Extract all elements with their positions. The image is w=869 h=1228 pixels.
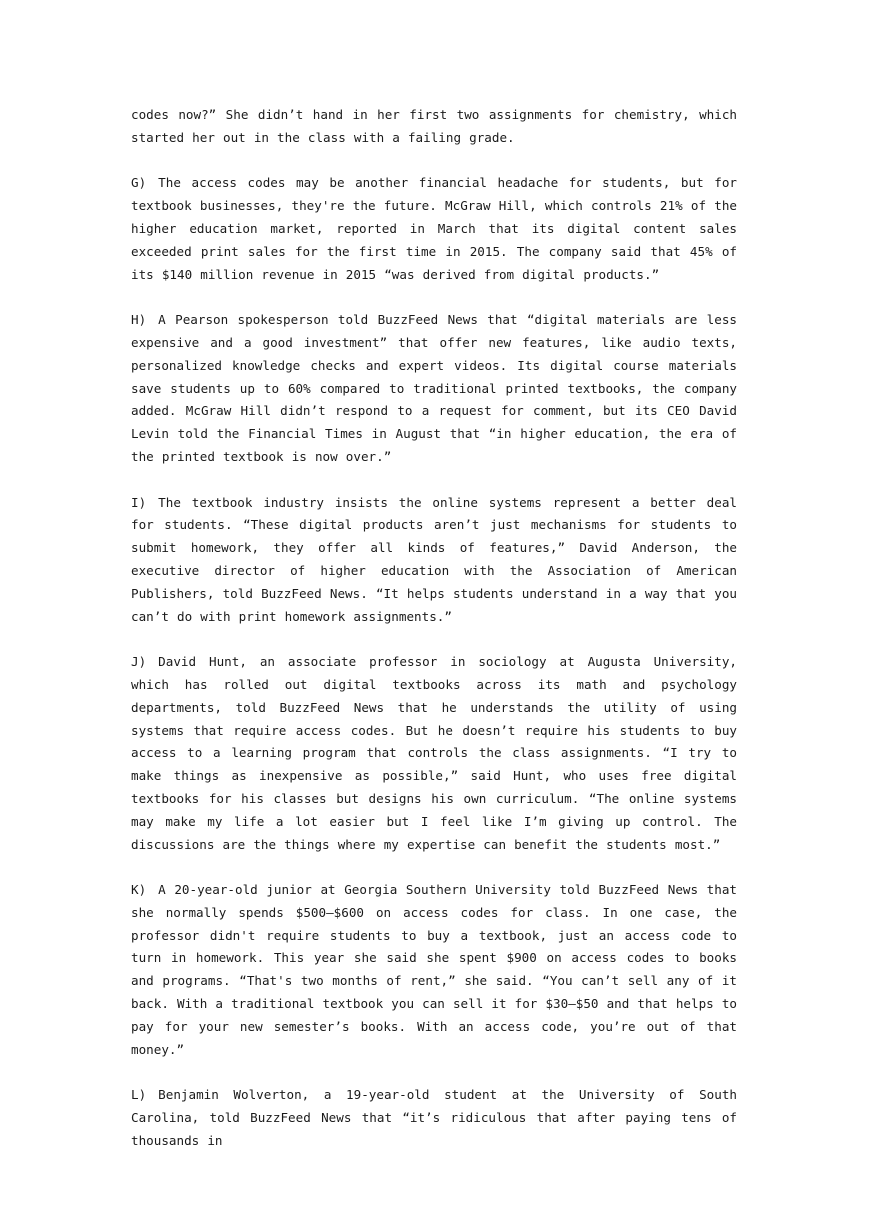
document-page — [131, 104, 737, 1175]
paragraph-label: I) — [131, 494, 147, 510]
paragraph-text: The access codes may be another financial headache for students, but for textbook businesses, they're the future. McGraw Hill, which controls 21% of the higher education market, reported in March that its digital content sales exceeded print sales for the first time in 2015. The company said that 45% of its $140 million revenue in 2015 “was derived from digital products.” — [131, 175, 737, 282]
paragraph-text: David Hunt, an associate professor in sociology at Augusta University, which has rolled out digital textbooks across its math and psychology departments, told BuzzFeed News that he understands the utility of using systems that require access codes. But he doesn’t require his students to buy access to a learning program that controls the class assignments. “I try to make things as inexpensive as possible,” said Hunt, who uses free digital textbooks for his classes but designs his own curriculum. “The online systems may make my life a lot easier but I feel like I’m giving up control. The discussions are the things where my expertise can benefit the students most.” — [131, 654, 737, 852]
paragraph-text: A 20-year-old junior at Georgia Southern University told BuzzFeed News that she normally spends $500–$600 on access codes for class. In one case, the professor didn't require students to buy a textbook, just an access code to turn in homework. This year she said she spent $900 on access codes to books and programs. “That's two months of rent,” she said. “You can’t sell any of it back. With a traditional textbook you can sell it for $30–$50 and that helps to pay for your new semester’s books. With an access code, you’re out of that money.” — [131, 882, 737, 1057]
paragraph-label: L) — [131, 1087, 147, 1103]
paragraph-label: G) — [131, 175, 147, 191]
paragraph-label: J) — [131, 654, 147, 670]
paragraph-k — [131, 879, 737, 1061]
paragraph-g — [131, 172, 737, 286]
paragraph-continuation — [131, 104, 737, 150]
paragraph-l — [131, 1084, 737, 1152]
paragraph-label: K) — [131, 882, 147, 898]
paragraph-text: A Pearson spokesperson told BuzzFeed News that “digital materials are less expensive and a good investment” that offer new features, like audio texts, personalized knowledge checks and expert videos. Its digital course materials save students up to 60% compared to traditional printed textbooks, the company added. McGraw Hill didn’t respond to a request for comment, but its CEO David Levin told the Financial Times in August that “in higher education, the era of the printed textbook is now over.” — [131, 312, 737, 464]
paragraph-text: codes now?” She didn’t hand in her first two assignments for chemistry, which started her out in the class with a failing grade. — [131, 107, 737, 145]
paragraph-text: Benjamin Wolverton, a 19-year-old student at the University of South Carolina, told BuzzFeed News that “it’s ridiculous that after paying tens of thousands in — [131, 1087, 737, 1148]
paragraph-label: H) — [131, 312, 147, 328]
paragraph-j — [131, 651, 737, 856]
paragraph-text: The textbook industry insists the online systems represent a better deal for students. “These digital products aren’t just mechanisms for students to submit homework, they offer all kinds of features,” David Anderson, the executive director of higher education with the Association of American Publishers, told BuzzFeed News. “It helps students understand in a way that you can’t do with print homework assignments.” — [131, 494, 737, 624]
paragraph-h — [131, 309, 737, 469]
paragraph-i — [131, 492, 737, 629]
